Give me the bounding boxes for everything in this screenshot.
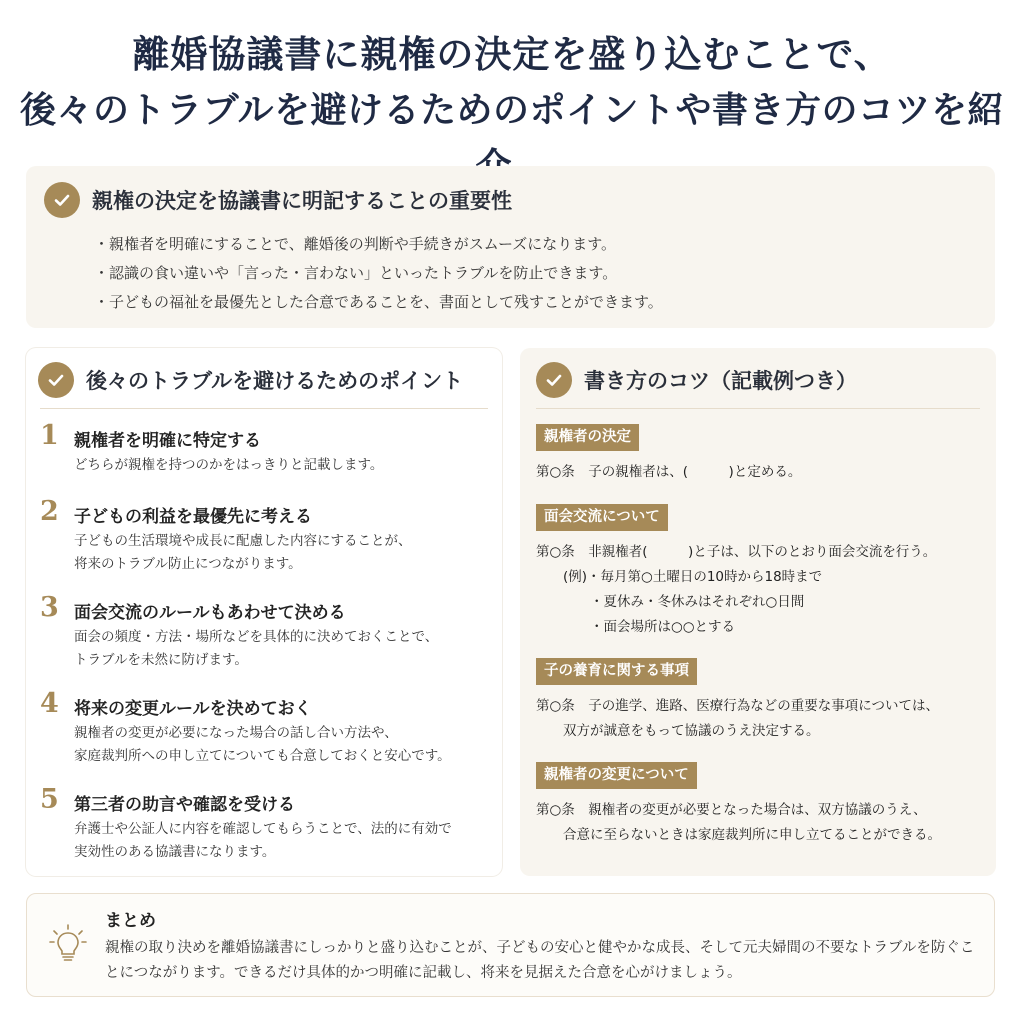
point-description: どちらが親権を持つのかをはっきりと記載します。 xyxy=(74,457,384,473)
clause-line: (例)・毎月第○土曜日の10時から18時まで xyxy=(536,569,823,585)
importance-header xyxy=(44,182,512,218)
point-description: 親権者の変更が必要になった場合の話し合い方法や、 家庭裁判所への申し立てについても合意しておくと安心です。 xyxy=(74,725,451,764)
point-title: 第三者の助言や確認を受ける xyxy=(74,795,295,815)
point-title: 子どもの利益を最優先に考える xyxy=(74,507,312,527)
point-description: 弁護士や公証人に内容を確認してもらうことで、法的に有効で 実効性のある協議書になります。 xyxy=(74,821,452,860)
importance-title: 親権の決定を協議書に明記することの重要性 xyxy=(92,188,512,213)
importance-bullet: ・親権者を明確にすることで、離婚後の判断や手続きがスムーズになります。 xyxy=(94,235,617,253)
summary-text: 親権の取り決めを離婚協議書にしっかりと盛り込むことが、子どもの安心と健やかな成長、そして元夫婦間の不要なトラブルを防ぐことにつながります。できるだけ具体的かつ明確に記載し、将来を見据えた合意を心がけましょう。 xyxy=(105,940,975,981)
tip-clause xyxy=(536,694,990,744)
importance-bullet: ・子どもの福祉を最優先とした合意であることを、書面として残すことができます。 xyxy=(94,293,663,311)
tips-header xyxy=(536,362,857,398)
points-title: 後々のトラブルを避けるためのポイント xyxy=(86,368,464,393)
clause-line: 第○条 親権者の変更が必要となった場合は、双方協議のうえ、 xyxy=(536,802,927,818)
tip-clause xyxy=(536,540,990,640)
headline-line-1: 離婚協議書に親権の決定を盛り込むことで、 xyxy=(132,32,892,76)
tip-clause xyxy=(536,798,990,848)
points-header xyxy=(38,362,463,398)
tip-tag: 親権者の変更について xyxy=(536,762,697,789)
clause-line: ・夏休み・冬休みはそれぞれ○日間 xyxy=(536,594,805,610)
lightbulb-icon xyxy=(49,924,87,966)
summary-title: まとめ xyxy=(105,911,156,931)
point-title: 将来の変更ルールを決めておく xyxy=(74,699,312,719)
point-title: 面会交流のルールもあわせて決める xyxy=(74,603,346,623)
tips-title: 書き方のコツ（記載例つき） xyxy=(584,368,857,393)
clause-line: 合意に至らないときは家庭裁判所に申し立てることができる。 xyxy=(536,827,941,843)
point-number: 2 xyxy=(40,496,59,527)
clause-line: 第○条 非親権者( )と子は、以下のとおり面会交流を行う。 xyxy=(536,544,937,560)
point-number: 3 xyxy=(40,592,59,623)
summary-section xyxy=(26,893,995,997)
tips-divider xyxy=(536,408,980,409)
clause-line: ・面会場所は○○とする xyxy=(536,619,736,635)
clause-line: 双方が誠意をもって協議のうえ決定する。 xyxy=(536,723,820,739)
point-number: 5 xyxy=(40,784,59,815)
checkmark-icon xyxy=(536,362,572,398)
headline-line-2: 後々のトラブルを避けるためのポイントや書き方のコツを紹 xyxy=(19,89,1005,131)
tips-section xyxy=(520,348,996,876)
point-number: 1 xyxy=(40,420,59,451)
tip-tag: 子の養育に関する事項 xyxy=(536,658,697,685)
tip-tag: 面会交流について xyxy=(536,504,668,531)
clause-line: 第○条 子の親権者は、( )と定める。 xyxy=(536,464,802,480)
points-section xyxy=(26,348,502,876)
tip-clause xyxy=(536,460,990,485)
importance-list xyxy=(94,230,663,317)
checkmark-icon xyxy=(44,182,80,218)
point-description: 子どもの生活環境や成長に配慮した内容にすることが、 将来のトラブル防止につながります。 xyxy=(74,533,412,572)
point-number: 4 xyxy=(40,688,59,719)
importance-bullet: ・認識の食い違いや「言った・言わない」といったトラブルを防止できます。 xyxy=(94,264,618,282)
tip-tag: 親権者の決定 xyxy=(536,424,639,451)
point-title: 親権者を明確に特定する xyxy=(74,431,261,451)
checkmark-icon xyxy=(38,362,74,398)
point-description: 面会の頻度・方法・場所などを具体的に決めておくことで、 トラブルを未然に防げます。 xyxy=(74,629,439,668)
clause-line: 第○条 子の進学、進路、医療行為などの重要な事項については、 xyxy=(536,698,940,714)
importance-section xyxy=(26,166,995,328)
points-divider xyxy=(40,408,488,409)
